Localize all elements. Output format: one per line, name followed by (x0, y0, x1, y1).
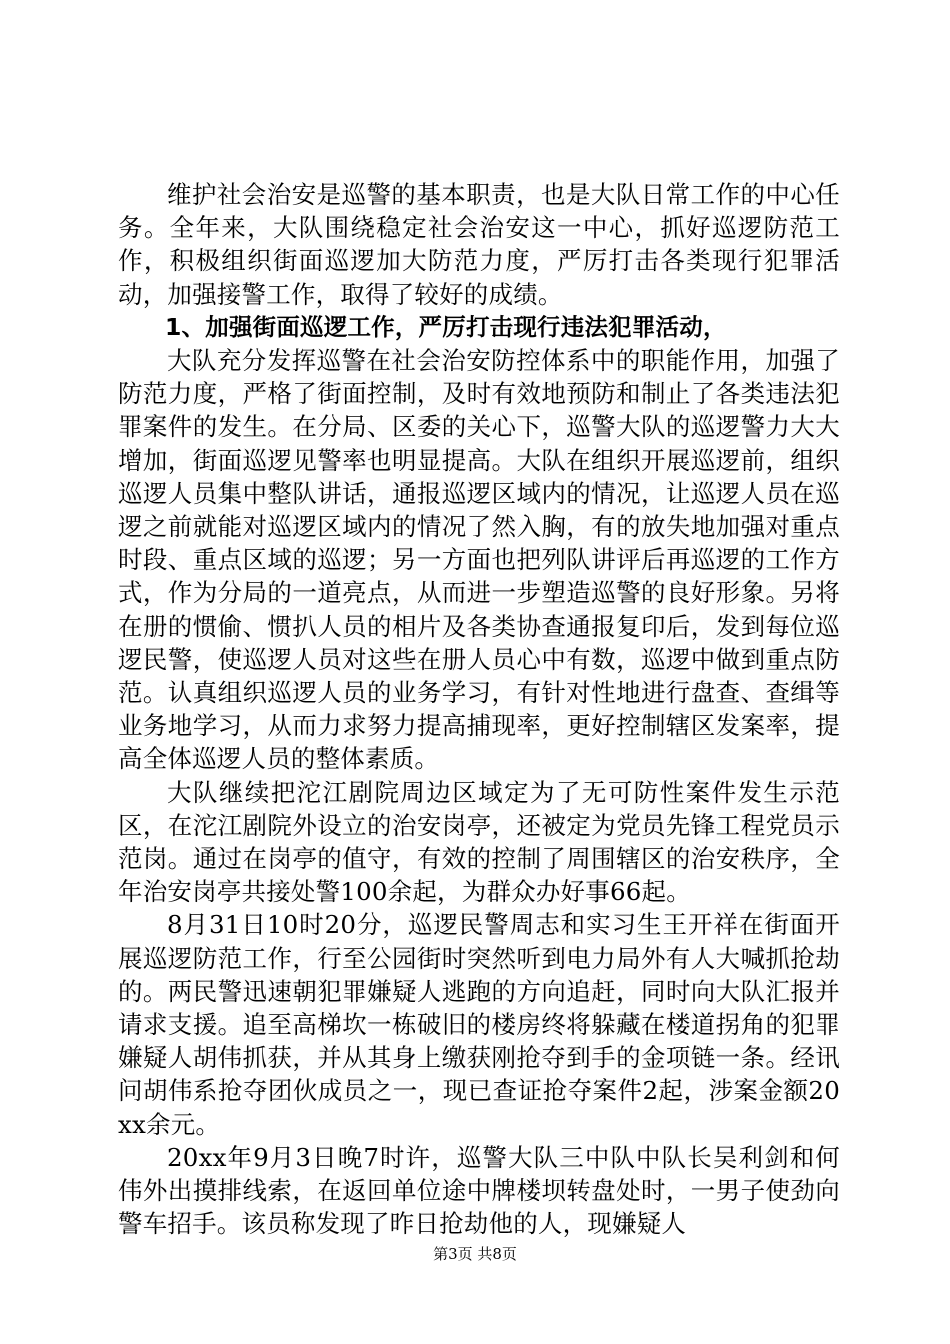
page-footer: 第3页 共8页 (433, 1245, 517, 1263)
paragraph-case-aug31: 8月31日10时20分，巡逻民警周志和实习生王开祥在街面开展巡逻防范工作，行至公园街时突然听到电力局外有人大喊抓抢劫的。两民警迅速朝犯罪嫌疑人逃跑的方向追赶，同时向大队汇报并请求支援。追至高梯坎一栋破旧的楼房终将躲藏在楼道拐角的犯罪嫌疑人胡伟抓获，并从其身上缴获刚抢夺到手的金项链一条。经讯问胡伟系抢夺团伙成员之一，现已查证抢夺案件2起，涉案金额20xx余元。 (118, 910, 840, 1139)
paragraph-case-sep3: 20xx年9月3日晚7时许，巡警大队三中队中队长吴利剑和何伟外出摸排线索，在返回单位途中牌楼坝转盘处时，一男子使劲向警车招手。该员称发现了昨日抢劫他的人，现嫌疑人 (118, 1142, 840, 1239)
document-body (118, 178, 840, 1241)
section-heading: 1、加强街面巡逻工作，严厉打击现行违法犯罪活动， (165, 312, 727, 341)
paragraph-demonstration-zone: 大队继续把沱江剧院周边区域定为了无可防性案件发生示范区，在沱江剧院外设立的治安岗亭，还被定为党员先锋工程党员示范岗。通过在岗亭的值守，有效的控制了周围辖区的治安秩序，全年治安岗亭共接处警100余起，为群众办好事66起。 (118, 777, 840, 907)
paragraph-patrol-work: 大队充分发挥巡警在社会治安防控体系中的职能作用，加强了防范力度，严格了街面控制，及时有效地预防和制止了各类违法犯罪案件的发生。在分局、区委的关心下，巡警大队的巡逻警力大大增加，街面巡逻见警率也明显提高。大队在组织开展巡逻前，组织巡逻人员集中整队讲话，通报巡逻区域内的情况，让巡逻人员在巡逻之前就能对巡逻区域内的情况了然入胸，有的放失地加强对重点时段、重点区域的巡逻；另一方面也把列队讲评后再巡逻的工作方式，作为分局的一道亮点，从而进一步塑造巡警的良好形象。另将在册的惯偷、惯扒人员的相片及各类协查通报复印后，发到每位巡逻民警，使巡逻人员对这些在册人员心中有数，巡逻中做到重点防范。认真组织巡逻人员的业务学习，有针对性地进行盘查、查缉等业务地学习，从而力求努力提高捕现率，更好控制辖区发案率，提高全体巡逻人员的整体素质。 (118, 346, 840, 774)
paragraph-intro: 维护社会治安是巡警的基本职责，也是大队日常工作的中心任务。全年来，大队围绕稳定社会治安这一中心，抓好巡逻防范工作，积极组织街面巡逻加大防范力度，严厉打击各类现行犯罪活动，加强接警工作，取得了较好的成绩。 (118, 180, 840, 309)
